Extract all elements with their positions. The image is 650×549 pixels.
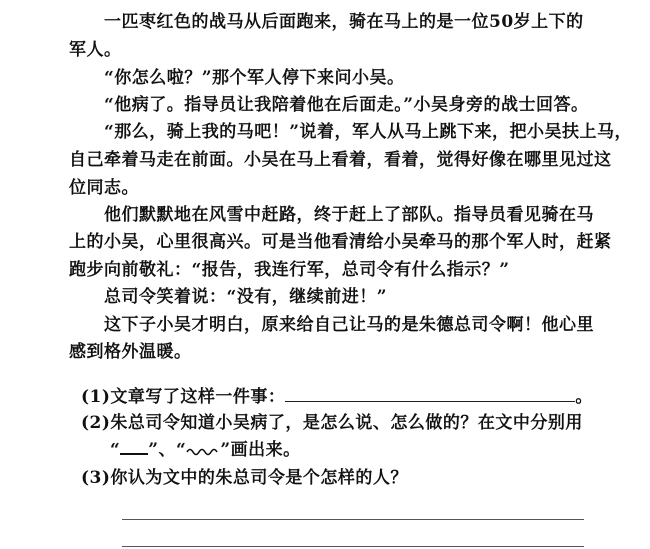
question-2-open-quote: “ [110,440,121,460]
question-3: (3)你认为文中的朱总司令是个怎样的人？ [81,468,408,488]
passage-line-10: 跑步向前敬礼：“报告，我连行军，总司令有什么指示？” [69,260,510,280]
passage-line-5: “那么，骑上我的马吧！”说着，军人从马上跳下来，把小吴扶上马， [104,122,633,142]
question-2-close: ”画出来。 [220,440,301,460]
wavy-underline-mark [186,445,220,457]
passage-line-6: 自己牵着马走在前面。小吴在马上看着，看着，觉得好像在哪里见过这 [69,150,612,170]
passage-line-13: 感到格外温暖。 [69,342,192,362]
answer-line-2[interactable] [122,546,584,547]
passage-line-1: 一匹枣红色的战马从后面跑来，骑在马上的是一位50岁上下的 [104,12,584,32]
straight-underline-mark [120,441,148,455]
passage-line-11: 总司令笑着说：“没有，继续前进！” [104,287,388,307]
question-2-line-1: (2)朱总司令知道小吴病了，是怎么说、怎么做的？在文中分别用 [81,413,583,433]
question-1-end: 。 [575,387,593,407]
question-1-text: (1)文章写了这样一件事： [81,387,286,407]
passage-line-4: “他病了。指导员让我陪着他在后面走。”小吴身旁的战士回答。 [104,95,589,115]
question-1 [81,385,593,408]
question-1-answer-blank[interactable] [285,385,575,402]
question-2-line-2 [110,439,301,461]
question-2-mid: ”、“ [148,440,187,460]
passage-line-12: 这下子小吴才明白，原来给自己让马的是朱德总司令啊！他心里 [104,315,594,335]
answer-line-1[interactable] [122,519,584,520]
passage-line-8: 他们默默地在风雪中赶路，终于赶上了部队。指导员看见骑在马 [104,205,594,225]
passage-line-3: “你怎么啦？”那个军人停下来问小吴。 [104,68,405,88]
passage-line-7: 位同志。 [69,178,139,198]
passage-line-9: 上的小吴，心里很高兴。可是当他看清给小吴牵马的那个军人时，赶紧 [69,232,612,252]
passage-line-2: 军人。 [69,40,122,60]
